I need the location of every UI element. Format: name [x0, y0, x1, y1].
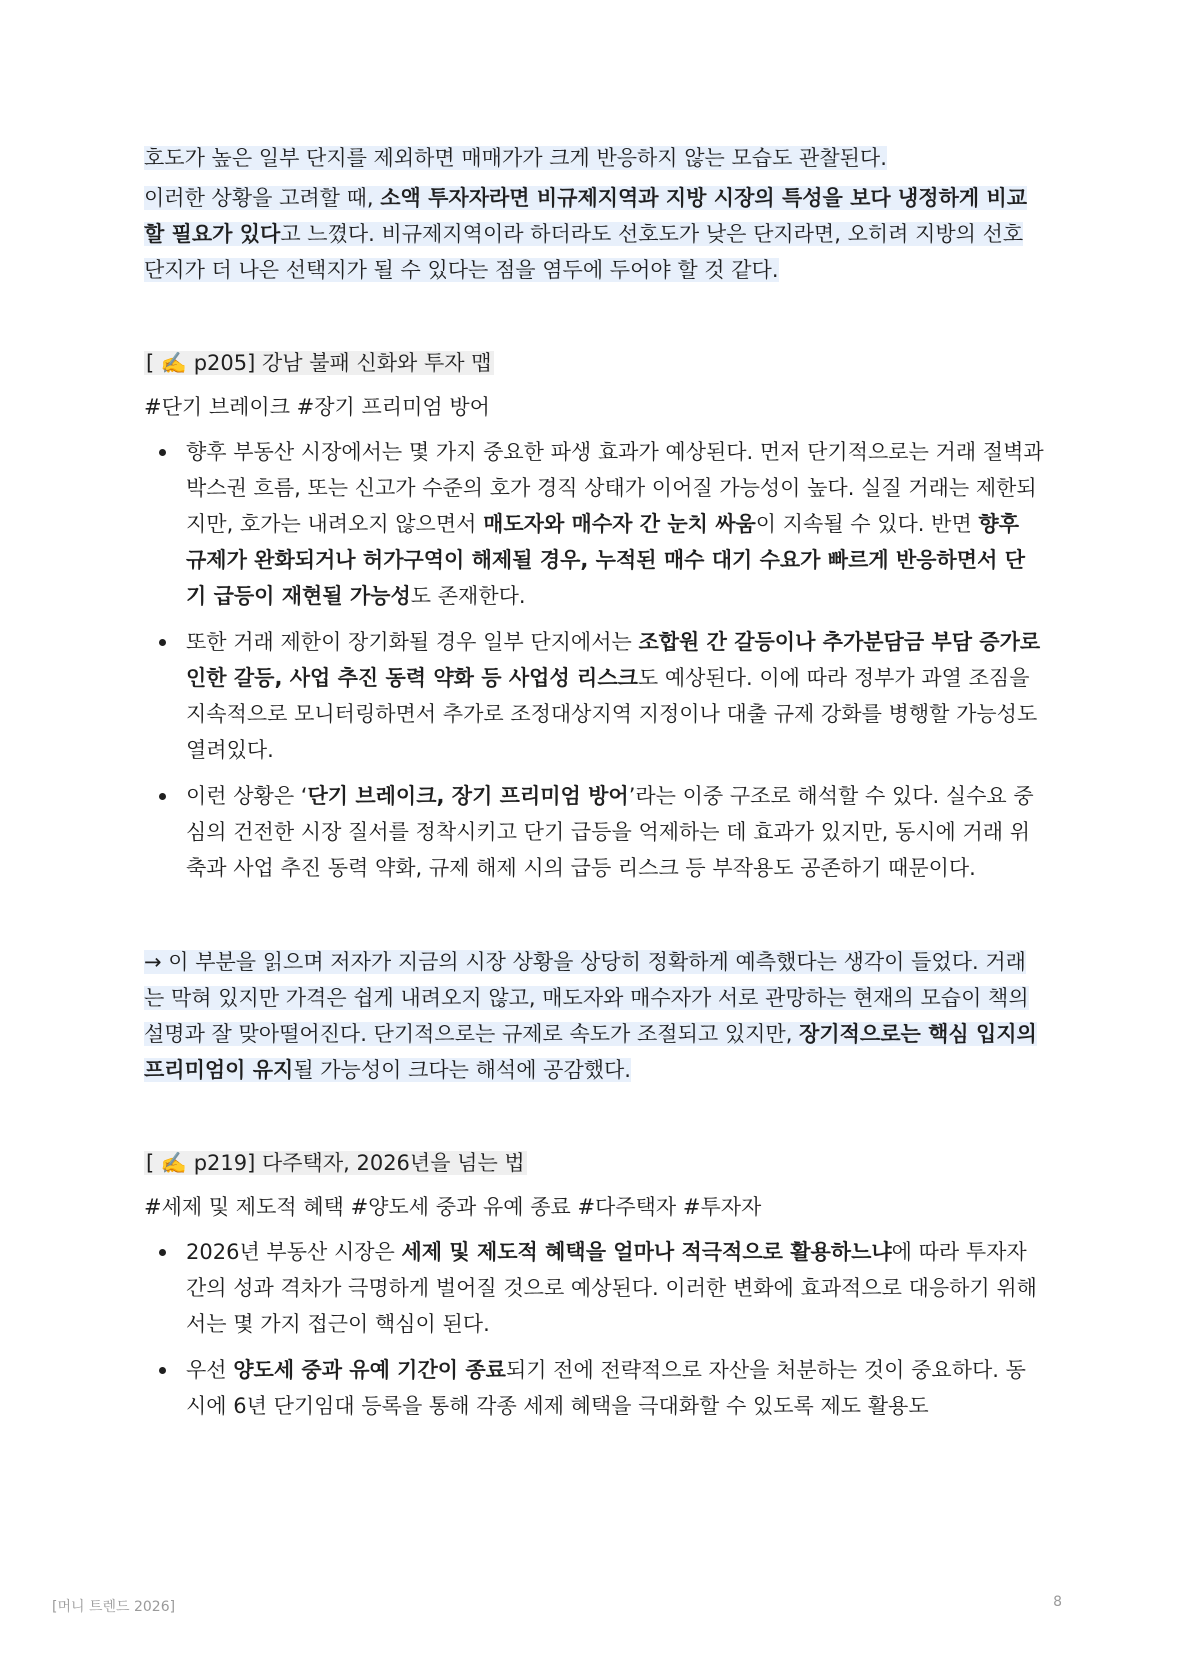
list-item: [144, 778, 1044, 886]
text-run: 고 느꼈다. 비규제지역이라 하더라도 선호도가 낮은 단지라면, 오히려 지방의 선호 단지가 더 나은 선택지가 될 수 있다는 점을 염두에 두어야 할 것 같다.: [144, 222, 1024, 282]
text-run: 에 따라 투자자 간의 성과 격차가 극명하게 벌어질 것으로 예상된다. 이러한 변화에 효과적으로 대응하기 위해서는 몇 가지 접근이 핵심이 된다.: [186, 1240, 1037, 1336]
text-run: 이런 상황은 ‘: [186, 784, 308, 808]
footer-title: [머니 트렌드 2026]: [52, 1599, 176, 1615]
list-item: [144, 624, 1044, 768]
list-item: [144, 1234, 1044, 1342]
bold-run: 향후 규제가 완화되거나 허가구역이 해제될 경우, 누적된 매수 대기 수요가 빠르게 반응하면서 단기 급등이 재현될 가능성: [186, 512, 1025, 608]
section1-tags: #단기 브레이크 #장기 프리미엄 방어: [144, 395, 490, 419]
reflection-text: [144, 950, 1037, 1082]
text-run: 도 존재한다.: [410, 584, 526, 608]
text-run: 도 예상된다. 이에 따라 정부가 과열 조짐을 지속적으로 모니터링하면서 추가로 조정대상지역 지정이나 대출 규제 강화를 병행할 가능성도 열려있다.: [186, 666, 1038, 762]
section2-heading: [144, 1146, 1044, 1180]
bold-run: 조합원 간 갈등이나 추가분담금 부담 증가로 인한 갈등, 사업 추진 동력 약화 등 사업성 리스크: [186, 630, 1041, 690]
text-run: 이 지속될 수 있다. 반면: [755, 512, 979, 536]
bold-run: 단기 브레이크, 장기 프리미엄 방어: [307, 784, 629, 808]
bold-run: 장기적으로는 핵심 입지의 프리미엄이 유지: [144, 1022, 1037, 1082]
text-run: 될 가능성이 크다는 해석에 공감했다.: [293, 1058, 631, 1082]
list-item: [144, 1352, 1044, 1424]
document-body: [144, 140, 1044, 1424]
intro-line: [144, 140, 1044, 176]
text-run: 이러한 상황을 고려할 때,: [144, 186, 381, 210]
intro-paragraph: [144, 180, 1044, 288]
section2-bullets: [144, 1234, 1044, 1424]
text-run: 우선: [186, 1358, 234, 1382]
section1-heading-text: [ ✍️ p205] 강남 불패 신화와 투자 맵: [146, 351, 492, 375]
text-run: 향후 부동산 시장에서는 몇 가지 중요한 파생 효과가 예상된다. 먼저 단기적으로는 거래 절벽과 박스권 흐름, 또는 신고가 수준의 호가 경직 상태가 이어질 가능성이 높다. 실질 거래는 제한되지만, 호가는 내려오지 않으면서: [186, 440, 1044, 536]
page-number: 8: [1053, 1594, 1062, 1610]
bold-run: 매도자와 매수자 간 눈치 싸움: [483, 512, 756, 536]
text-run: ’라는 이중 구조로 해석할 수 있다. 실수요 중심의 건전한 시장 질서를 정착시키고 단기 급등을 억제하는 데 효과가 있지만, 동시에 거래 위축과 사업 추진 동력 약화, 규제 해제 시의 급등 리스크 등 부작용도 공존하기 때문이다.: [186, 784, 1034, 880]
section1-heading: [144, 346, 1044, 380]
text-run: 되기 전에 전략적으로 자산을 처분하는 것이 중요하다. 동시에 6년 단기임대 등록을 통해 각종 세제 혜택을 극대화할 수 있도록 제도 활용도: [186, 1358, 1026, 1418]
bold-run: 양도세 중과 유예 기간이 종료: [233, 1358, 506, 1382]
section2-heading-text: [ ✍️ p219] 다주택자, 2026년을 넘는 법: [146, 1151, 525, 1175]
intro-paragraph-text: [144, 186, 1027, 282]
bold-run: 세제 및 제도적 혜택을 얼마나 적극적으로 활용하느냐: [401, 1240, 892, 1264]
list-item: [144, 434, 1044, 614]
text-run: → 이 부분을 읽으며 저자가 지금의 시장 상황을 상당히 정확하게 예측했다는 생각이 들었다. 거래는 막혀 있지만 가격은 쉽게 내려오지 않고, 매도자와 매수자가 서로 관망하는 현재의 모습이 책의 설명과 잘 맞아떨어진다. 단기적으로는 규제로 속도가 조절되고 있지만,: [144, 950, 1029, 1046]
text-run: 2026년 부동산 시장은: [186, 1240, 402, 1264]
section2-tags: #세제 및 제도적 혜택 #양도세 중과 유예 종료 #다주택자 #투자자: [144, 1195, 762, 1219]
text-run: 또한 거래 제한이 장기화될 경우 일부 단지에서는: [186, 630, 639, 654]
intro-line-text: 호도가 높은 일부 단지를 제외하면 매매가가 크게 반응하지 않는 모습도 관찰된다.: [144, 146, 887, 170]
bold-run: 소액 투자자라면 비규제지역과 지방 시장의 특성을 보다 냉정하게 비교할 필요가 있다: [144, 186, 1028, 246]
reflection-paragraph: [144, 944, 1044, 1088]
section1-bullets: [144, 434, 1044, 886]
